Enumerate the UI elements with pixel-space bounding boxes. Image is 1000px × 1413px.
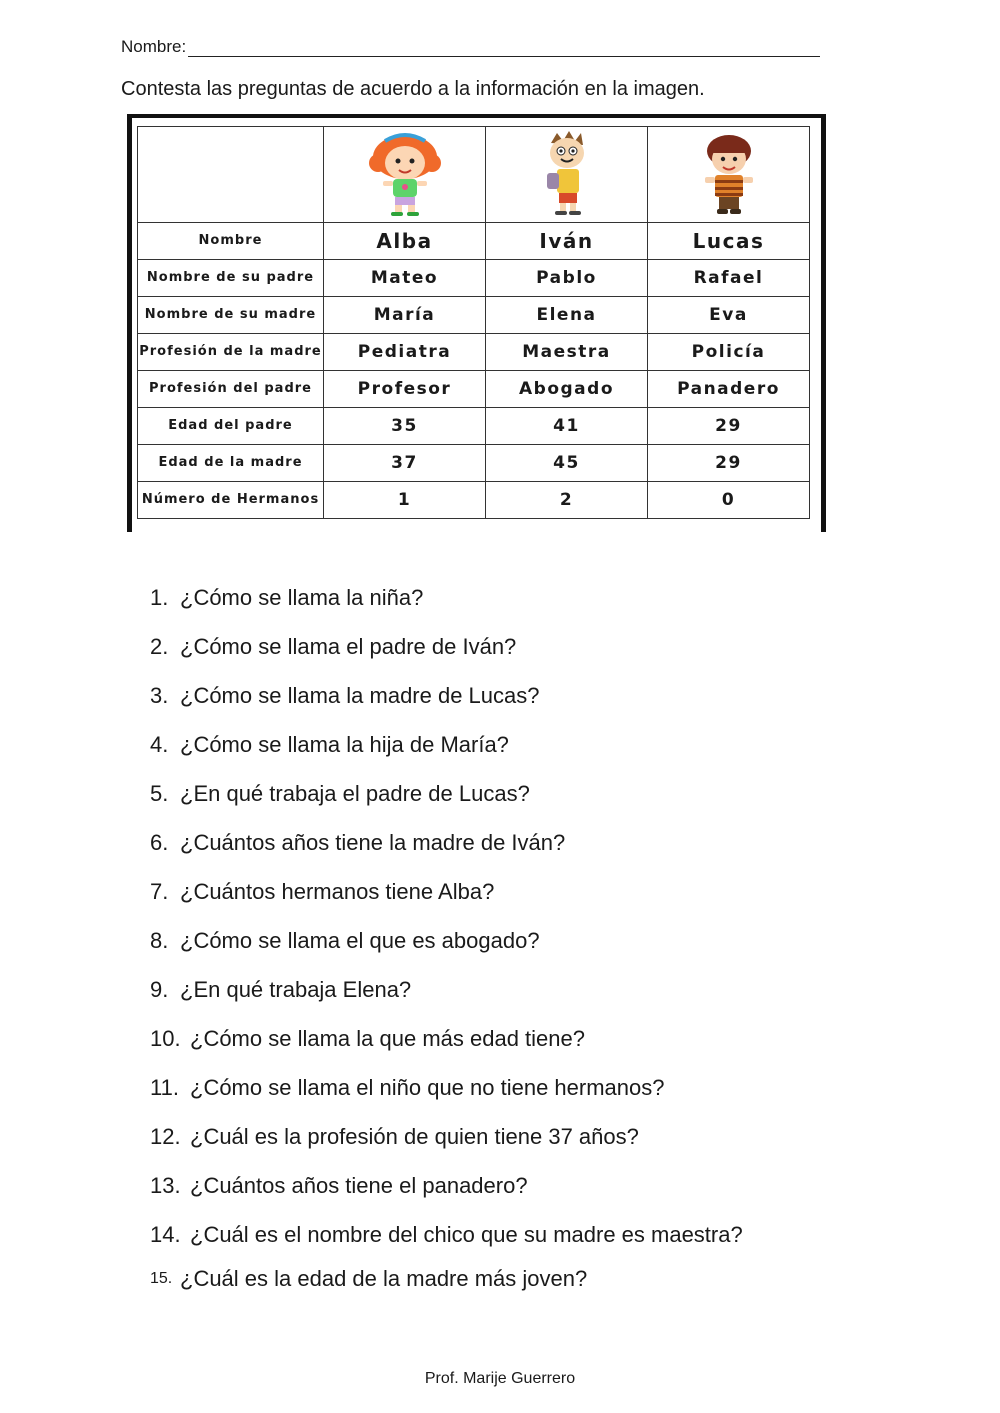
table-cell: María: [324, 297, 486, 334]
picture-cell-ivan: [486, 127, 648, 223]
question-text: ¿Cuál es el nombre del chico que su madre es maestra?: [190, 1221, 743, 1247]
question-number: 1.: [150, 584, 169, 610]
frame-top-bar: [127, 114, 826, 118]
table-cell: Abogado: [486, 371, 648, 408]
table-cell: Panadero: [648, 371, 810, 408]
table-cell: Policía: [648, 334, 810, 371]
question-text: ¿Cuántos años tiene la madre de Iván?: [180, 829, 566, 855]
question-number: 10.: [150, 1025, 181, 1051]
question-item: [150, 720, 743, 769]
frame-left-bar: [127, 114, 132, 532]
instructions: Contesta las preguntas de acuerdo a la información en la imagen.: [121, 78, 705, 100]
table-cell: 29: [648, 445, 810, 482]
question-text: ¿Cuántos años tiene el panadero?: [190, 1172, 528, 1198]
row-label: Nombre: [138, 223, 324, 260]
table-row: [138, 408, 810, 445]
question-text: ¿Cómo se llama el padre de Iván?: [180, 633, 517, 659]
row-label: Profesión de la madre: [138, 334, 324, 371]
question-item: [150, 1014, 743, 1063]
boy-striped-illustration: [679, 127, 779, 217]
row-label: Nombre de su madre: [138, 297, 324, 334]
question-item: [150, 573, 743, 622]
question-item: [150, 622, 743, 671]
question-text: ¿Cómo se llama la madre de Lucas?: [180, 682, 540, 708]
table-cell: 0: [648, 482, 810, 519]
table-cell: Rafael: [648, 260, 810, 297]
table-cell: 2: [486, 482, 648, 519]
question-number: 14.: [150, 1221, 181, 1247]
question-number: 8.: [150, 927, 169, 953]
question-number: 13.: [150, 1172, 181, 1198]
picture-cell-lucas: [648, 127, 810, 223]
question-number: 2.: [150, 633, 169, 659]
table-cell: Elena: [486, 297, 648, 334]
row-label: Edad del padre: [138, 408, 324, 445]
table-row: [138, 223, 810, 260]
table-cell: Alba: [324, 223, 486, 260]
question-number: 11.: [150, 1074, 179, 1100]
question-number: 6.: [150, 829, 169, 855]
question-item: [150, 1161, 743, 1210]
question-text: ¿Cuántos hermanos tiene Alba?: [180, 878, 495, 904]
question-item: [150, 965, 743, 1014]
question-number: 9.: [150, 976, 169, 1002]
table-cell: Profesor: [324, 371, 486, 408]
name-label: Nombre:: [121, 37, 187, 56]
question-text: ¿Cuál es la edad de la madre más joven?: [180, 1266, 588, 1291]
name-blank-line[interactable]: [188, 38, 820, 57]
table-cell: Pediatra: [324, 334, 486, 371]
table-cell: 41: [486, 408, 648, 445]
row-label: Nombre de su padre: [138, 260, 324, 297]
table-cell: 45: [486, 445, 648, 482]
table-row: [138, 260, 810, 297]
table-row: [138, 334, 810, 371]
table-cell: Eva: [648, 297, 810, 334]
question-text: ¿Cuál es la profesión de quien tiene 37 años?: [190, 1123, 639, 1149]
table-cell: 35: [324, 408, 486, 445]
table-cell: 1: [324, 482, 486, 519]
row-label: Número de Hermanos: [138, 482, 324, 519]
questions-list: [150, 573, 743, 1299]
table-cell: Iván: [486, 223, 648, 260]
table-row: [138, 371, 810, 408]
question-item: [150, 818, 743, 867]
question-item: [150, 1112, 743, 1161]
table-cell: Lucas: [648, 223, 810, 260]
table-cell: Pablo: [486, 260, 648, 297]
name-field[interactable]: [121, 37, 820, 57]
question-number: 15.: [150, 1270, 173, 1287]
question-number: 4.: [150, 731, 169, 757]
footer-author: Prof. Marije Guerrero: [424, 1370, 576, 1387]
table-row: [138, 482, 810, 519]
question-text: ¿Cómo se llama la que más edad tiene?: [190, 1025, 585, 1051]
pictures-row: [138, 127, 810, 223]
row-label: Edad de la madre: [138, 445, 324, 482]
question-text: ¿Cómo se llama el niño que no tiene hermanos?: [190, 1074, 665, 1100]
table-row: [138, 445, 810, 482]
question-item: [150, 1259, 743, 1299]
table-cell: 29: [648, 408, 810, 445]
table-cell: Mateo: [324, 260, 486, 297]
picture-cell-alba: [324, 127, 486, 223]
question-number: 12.: [150, 1123, 181, 1149]
question-text: ¿Cómo se llama el que es abogado?: [180, 927, 540, 953]
question-item: [150, 867, 743, 916]
boy-backpack-illustration: [517, 127, 617, 217]
question-text: ¿Cómo se llama la niña?: [180, 584, 424, 610]
row-label: Profesión del padre: [138, 371, 324, 408]
question-number: 5.: [150, 780, 169, 806]
empty-corner-cell: [138, 127, 324, 223]
question-item: [150, 1210, 743, 1259]
girl-illustration: [355, 127, 455, 217]
table-row: [138, 297, 810, 334]
question-text: ¿Cómo se llama la hija de María?: [180, 731, 509, 757]
question-number: 7.: [150, 878, 169, 904]
frame-right-bar: [821, 114, 826, 532]
question-text: ¿En qué trabaja el padre de Lucas?: [180, 780, 530, 806]
question-item: [150, 671, 743, 720]
question-text: ¿En qué trabaja Elena?: [180, 976, 412, 1002]
table-cell: 37: [324, 445, 486, 482]
question-item: [150, 916, 743, 965]
question-number: 3.: [150, 682, 169, 708]
question-item: [150, 1063, 743, 1112]
family-info-table: [137, 126, 810, 519]
question-item: [150, 769, 743, 818]
table-cell: Maestra: [486, 334, 648, 371]
